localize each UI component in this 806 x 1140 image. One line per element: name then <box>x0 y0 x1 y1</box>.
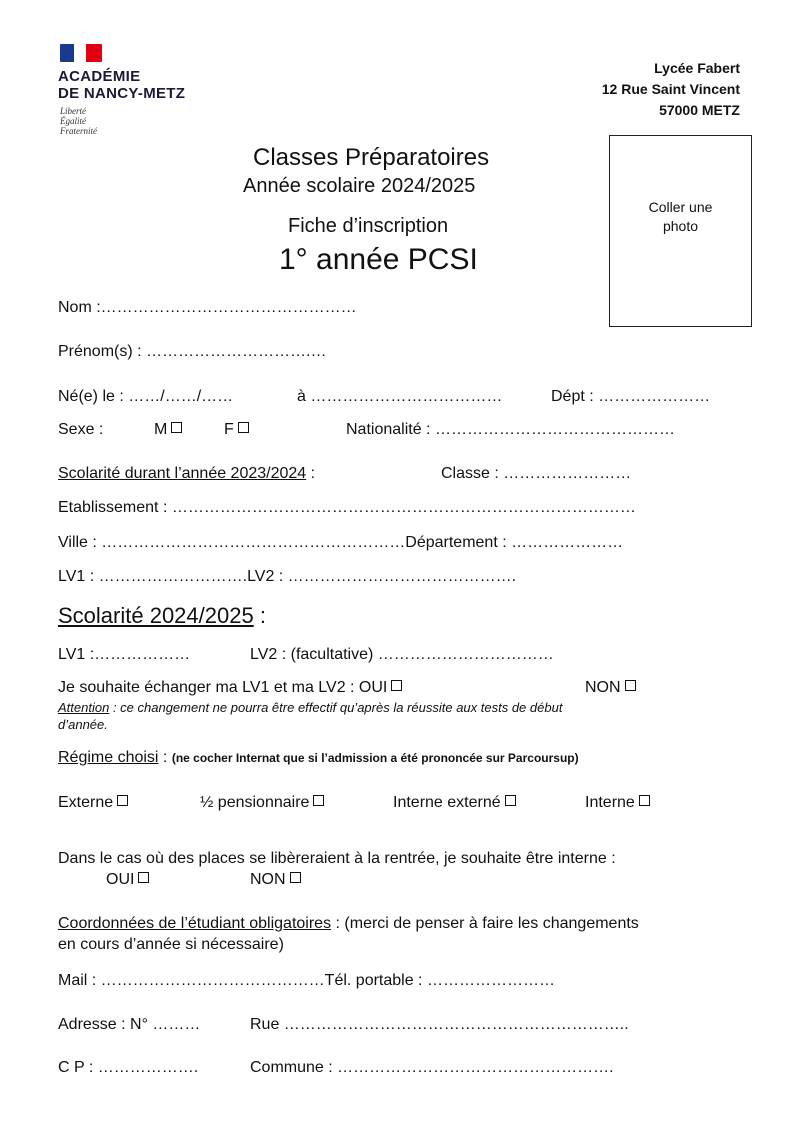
heading-regime: Régime choisi : (ne cocher Internat que si l’admission a été prononcée sur Parcoursup) <box>58 749 579 766</box>
title-classes-preparatoires: Classes Préparatoires <box>253 144 490 171</box>
attention-note: Attention : ce changement ne pourra être effectif qu’après la réussite aux tests de début <box>58 700 563 715</box>
academie-line2: DE NANCY-METZ <box>58 85 186 102</box>
field-prenom[interactable]: Prénom(s) : ………………………….… <box>58 343 327 360</box>
field-lv1-new[interactable]: LV1 :……………… <box>58 646 191 663</box>
checkbox-demi-pensionnaire[interactable]: ½ pensionnaire <box>200 794 324 812</box>
checkbox-icon <box>290 872 301 883</box>
field-lv2-new[interactable]: LV2 : (facultative) …………………………… <box>250 646 554 663</box>
academie-line1: ACADÉMIE <box>58 68 141 85</box>
field-ville-departement[interactable]: Ville : …………………………………………………Département : ………………… <box>58 534 624 551</box>
field-classe[interactable]: Classe : …………………… <box>441 465 632 482</box>
motto-liberte: Liberté <box>60 106 86 116</box>
field-etablissement[interactable]: Etablissement : …………………………………………………………………………… <box>58 499 636 516</box>
field-cp[interactable]: C P : ………………. <box>58 1059 199 1076</box>
field-nationalite[interactable]: Nationalité : ……………………………………… <box>346 421 675 438</box>
checkbox-icon <box>505 795 516 806</box>
field-lv-previous[interactable]: LV1 : ……………………….LV2 : ……………………………………. <box>58 568 517 585</box>
checkbox-echange-oui[interactable] <box>58 679 402 697</box>
photo-label-2: photo <box>662 218 699 234</box>
checkbox-sexe-f[interactable] <box>224 421 249 439</box>
title-fiche-inscription: Fiche d’inscription <box>288 215 449 237</box>
checkbox-icon <box>171 422 182 433</box>
republique-flag-logo <box>60 44 102 62</box>
motto-fraternite: Fraternité <box>60 126 97 136</box>
checkbox-icon <box>117 795 128 806</box>
checkbox-icon <box>313 795 324 806</box>
checkbox-icon <box>639 795 650 806</box>
field-lieu-naissance[interactable]: à ……………………………… <box>297 388 503 405</box>
title-annee-scolaire: Année scolaire 2024/2025 <box>243 175 476 197</box>
photo-label-1: Coller une <box>648 199 713 215</box>
label-m: M <box>154 421 168 438</box>
attention-note-2: d’année. <box>58 717 108 732</box>
checkbox-externe[interactable]: Externe <box>58 794 128 812</box>
address-city: 57000 METZ <box>659 102 740 118</box>
field-ne-le[interactable]: Né(e) le : ……/……/…… <box>58 388 234 405</box>
motto-egalite: Égalité <box>60 116 86 126</box>
checkbox-icon <box>625 680 636 691</box>
field-nom[interactable]: Nom :………………………………………… <box>58 299 357 316</box>
label-sexe: Sexe : <box>58 421 104 438</box>
checkbox-places-non[interactable]: NON <box>250 871 301 889</box>
title-pcsi: 1° année PCSI <box>279 243 478 276</box>
checkbox-icon <box>238 422 249 433</box>
address-street: 12 Rue Saint Vincent <box>601 81 740 97</box>
label-f: F <box>224 421 234 438</box>
heading-scolarite-2023: Scolarité durant l’année 2023/2024 : <box>58 465 316 482</box>
label-echange: Je souhaite échanger ma LV1 et ma LV2 : OUI <box>58 679 388 696</box>
checkbox-icon <box>138 872 149 883</box>
address-school: Lycée Fabert <box>654 60 740 76</box>
field-rue[interactable]: Rue ……………………………………………………….. <box>250 1016 629 1033</box>
checkbox-sexe-m[interactable] <box>154 421 182 439</box>
coordonnees-note: en cours d’année si nécessaire) <box>58 936 284 953</box>
checkbox-interne-externe[interactable]: Interne externé <box>393 794 516 812</box>
checkbox-icon <box>391 680 402 691</box>
field-mail-tel[interactable]: Mail : ……………………………………Tél. portable : …………………… <box>58 972 555 989</box>
checkbox-places-oui[interactable]: OUI <box>106 871 149 889</box>
heading-scolarite-2024: Scolarité 2024/2025 : <box>58 603 266 628</box>
photo-box <box>609 135 752 327</box>
checkbox-interne[interactable]: Interne <box>585 794 650 812</box>
label-non: NON <box>585 679 621 696</box>
checkbox-echange-non[interactable] <box>585 679 636 697</box>
places-question: Dans le cas où des places se libèreraient à la rentrée, je souhaite être interne : <box>58 850 616 867</box>
field-dept[interactable]: Dépt : ………………… <box>551 388 711 405</box>
heading-coordonnees: Coordonnées de l’étudiant obligatoires : (merci de penser à faire les changements <box>58 915 639 932</box>
field-commune[interactable]: Commune : ……………………………………………. <box>250 1059 614 1076</box>
field-adresse-numero[interactable]: Adresse : N° ……… <box>58 1016 201 1033</box>
